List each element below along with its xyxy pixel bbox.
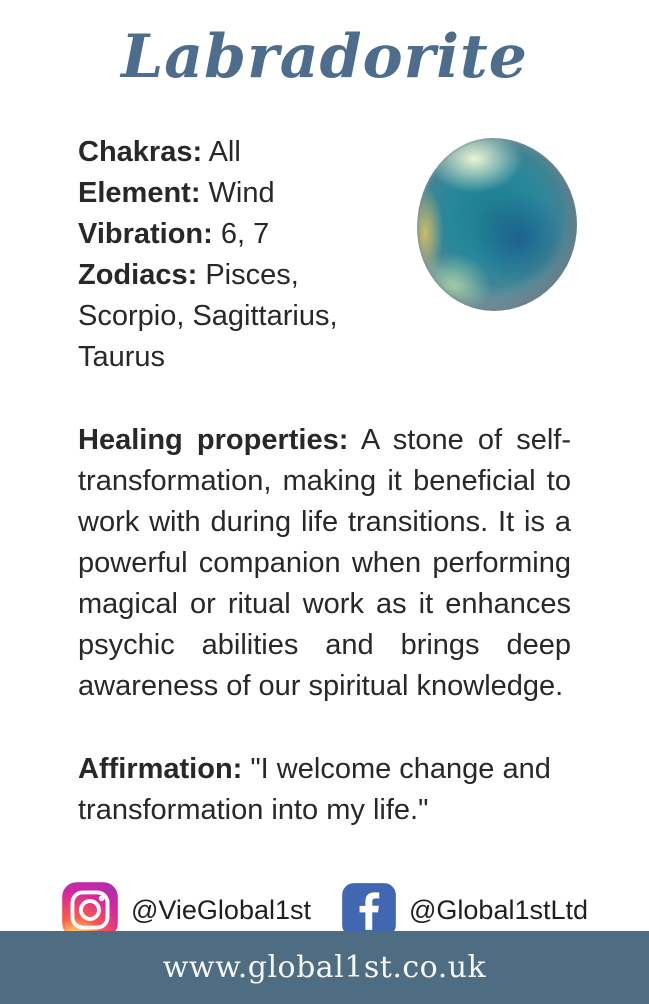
property-value: Pisces, Scorpio, Sagittarius, Taurus	[78, 259, 338, 373]
property-label: Element:	[78, 177, 201, 209]
facebook-item	[341, 882, 588, 938]
labradorite-stone-photo	[417, 138, 577, 311]
property-value: 6, 7	[220, 218, 270, 250]
website-url: www.global1st.co.uk	[162, 950, 487, 985]
info-row	[78, 132, 571, 378]
property-zodiacs	[78, 255, 413, 378]
property-label: Zodiacs:	[78, 259, 198, 291]
facebook-handle: @Global1stLtd	[409, 894, 589, 925]
page-title: Labradorite	[121, 22, 528, 92]
property-element	[78, 173, 413, 214]
instagram-handle: @VieGlobal1st	[130, 894, 311, 925]
footer-bar	[0, 931, 649, 1004]
property-value: All	[208, 136, 241, 168]
properties-list	[78, 132, 413, 378]
property-vibration	[78, 214, 413, 255]
affirmation-label: Affirmation:	[78, 753, 243, 785]
affirmation-paragraph	[78, 749, 571, 831]
affirmation-text: "I welcome change and transformation into my life."	[78, 753, 551, 826]
healing-properties-label: Healing properties:	[78, 424, 349, 456]
property-label: Chakras:	[78, 136, 203, 168]
facebook-icon	[341, 882, 397, 938]
property-chakras	[78, 132, 413, 173]
property-value: Wind	[208, 177, 275, 209]
healing-properties-text: A stone of self-transformation, making it beneficial to work with during life transitions. It is a powerful companion when performing magical or ritual work as it enhances psychic abilities and brings deep awareness of our spiritual knowledge.	[78, 424, 571, 702]
healing-properties-paragraph	[78, 420, 571, 707]
property-label: Vibration:	[78, 218, 213, 250]
